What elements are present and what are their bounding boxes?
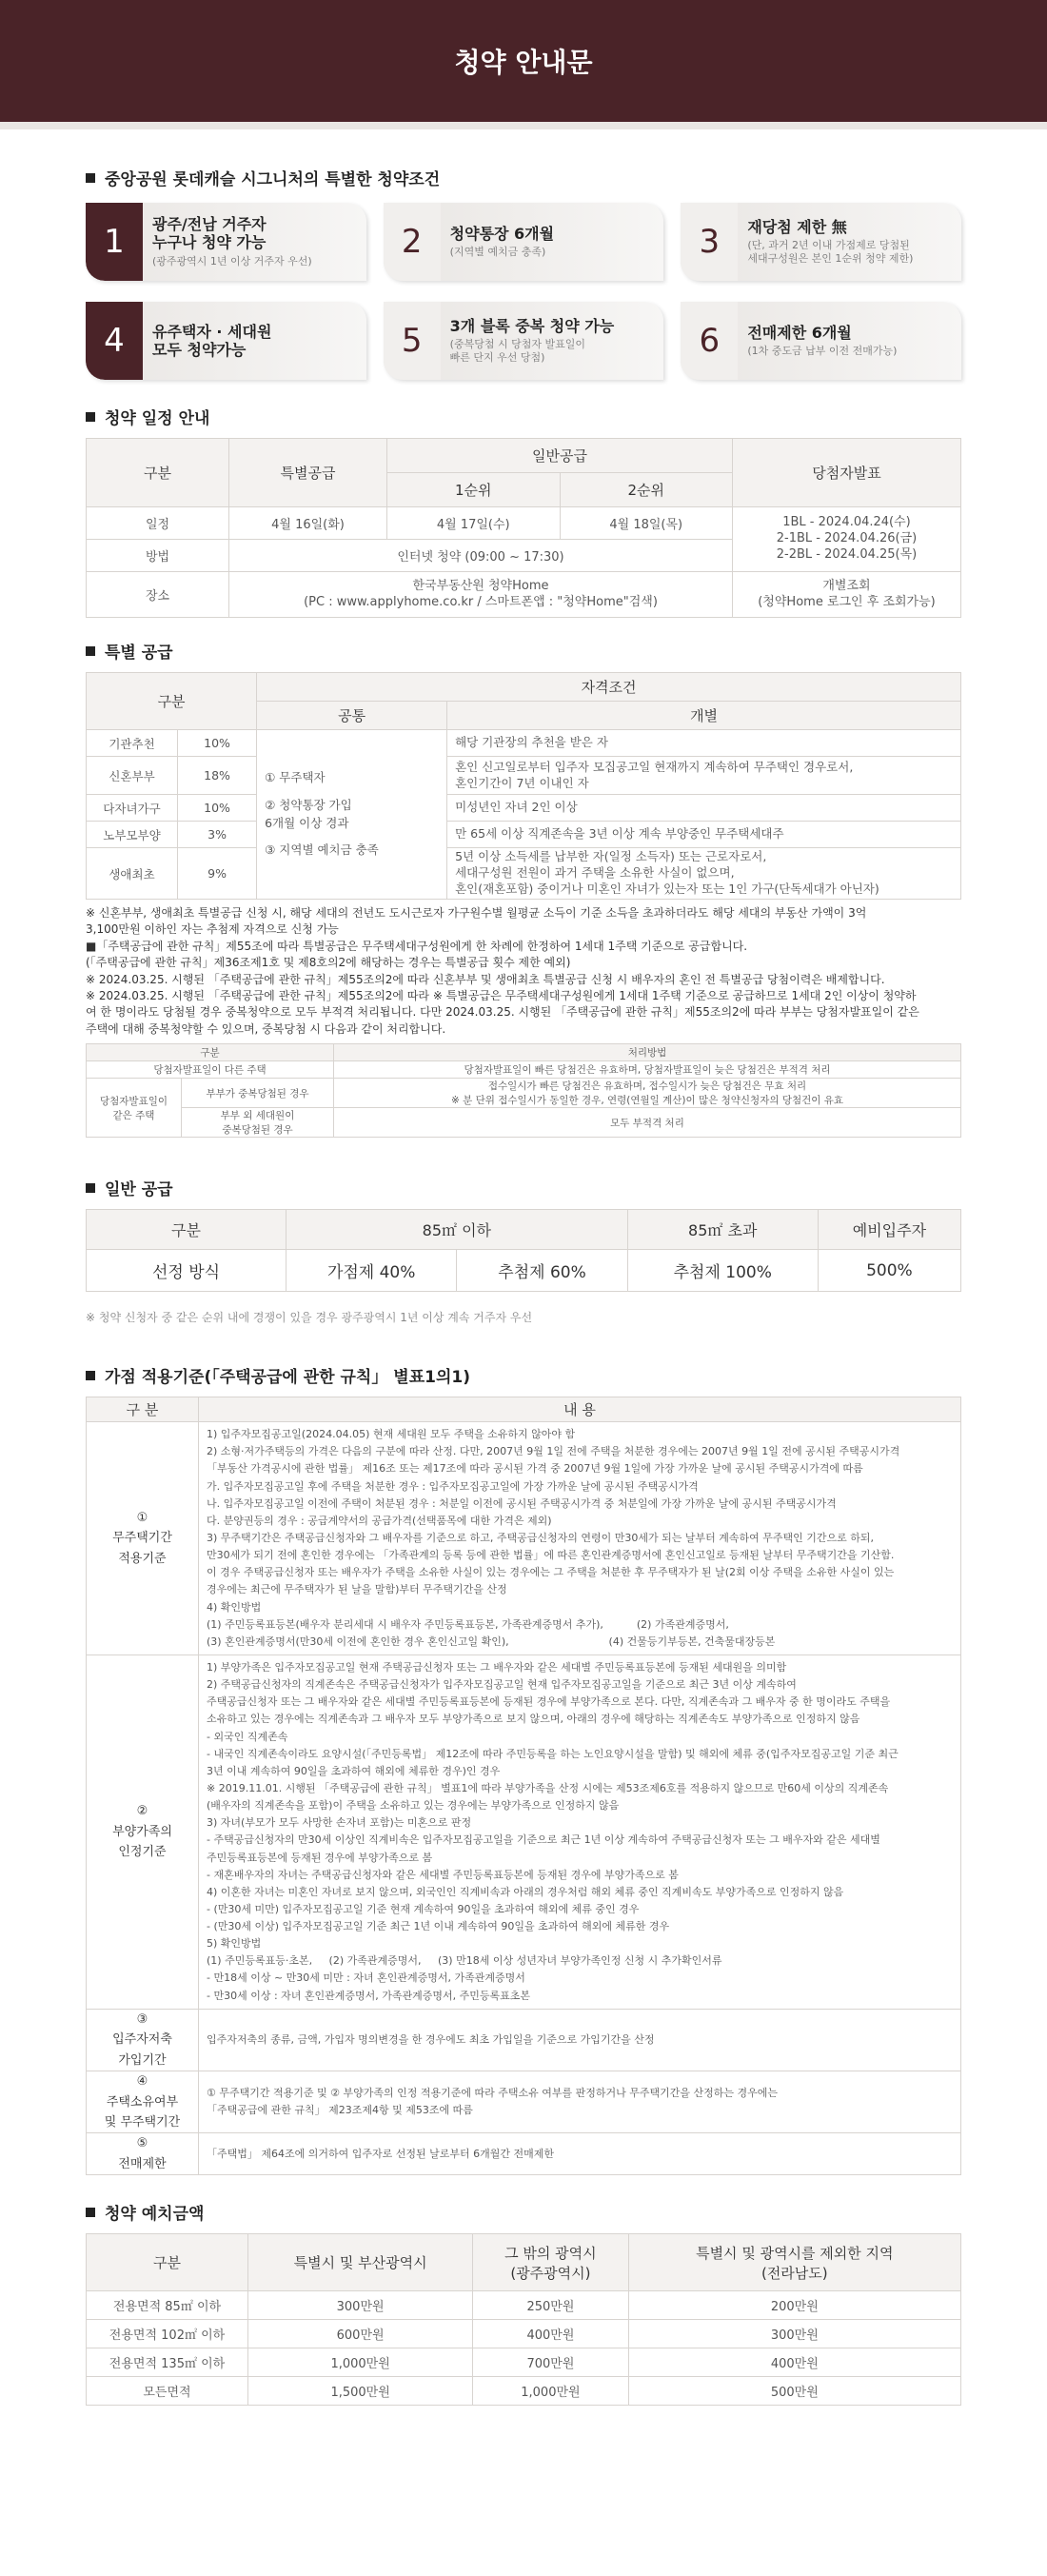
content-line: - (만30세 미만) 입주자모집공고일 기준 현재 계속하여 90일을 초과하여 해외에 체류 중인 경우 — [207, 1902, 640, 1915]
section-title-conditions: 중앙공원 롯데캐슬 시그니처의 특별한 청약조건 — [86, 166, 961, 189]
content-line: 4) 확인방법 — [207, 1600, 262, 1614]
content-line: 이 경우 주택공급신청자 또는 배우자가 주택을 소유한 사실이 있는 경우에는 그 주택을 처분한 후 무주택자가 된 날(2회 이상 주택을 소유한 사실이 있는 — [207, 1566, 895, 1579]
header-cell: 구분 — [87, 1044, 334, 1061]
card-title: 3개 블록 중복 청약 가능 — [449, 316, 615, 335]
header-cell: 당첨자발표 — [733, 439, 961, 507]
general-supply-table — [86, 1209, 961, 1292]
condition-card — [681, 302, 961, 380]
content-line: ※ 2019.11.01. 시행된 「주택공급에 관한 규칙」 별표1에 따라 부양가족을 산정 시에는 제53조제6호를 적용하지 않으므로 만60세 이상의 직계존속 — [207, 1781, 889, 1794]
card-text — [143, 302, 281, 380]
condition-card — [384, 302, 664, 380]
cell: 방법 — [87, 540, 229, 572]
section-title-general: 일반 공급 — [86, 1176, 961, 1199]
winner-dates — [733, 507, 961, 572]
cell: 기관추천 — [87, 730, 178, 757]
section-title-points: 가점 적용기준(「주택공급에 관한 규칙」 별표1의1) — [86, 1363, 961, 1387]
row-key: ③ 입주자저축 가입기간 — [87, 2009, 199, 2071]
content-line: 3년 이내 계속하여 90일을 초과하여 해외에 체류한 경우)인 경우 — [207, 1764, 501, 1777]
header-cell: 내 용 — [199, 1397, 961, 1422]
header-cell: 구분 — [87, 1210, 286, 1250]
row-content — [199, 1655, 961, 2009]
header-cell: 구 분 — [87, 1397, 199, 1422]
cell: 전용면적 102㎡ 이하 — [87, 2320, 248, 2348]
content-line: - 외국인 직계존속 — [207, 1730, 288, 1743]
header-cell: 자격조건 — [257, 673, 961, 702]
content-line: 2) 주택공급신청자의 직계존속은 주택공급신청자가 입주자모집공고일 현재 입주자모집공고일을 기준으로 최근 3년 이상 계속하여 — [207, 1678, 797, 1692]
cell: 만 65세 이상 직계존속을 3년 이상 계속 부양중인 무주택세대주 — [447, 822, 961, 848]
row-key: ⑤ 전매제한 — [87, 2133, 199, 2175]
condition-card — [86, 302, 366, 380]
cell: 400만원 — [628, 2348, 960, 2377]
row-key: ④ 주택소유여부 및 무주택기간 — [87, 2071, 199, 2133]
cell: 200만원 — [628, 2291, 960, 2320]
cell: 신혼부부 — [87, 757, 178, 795]
table-row — [87, 2071, 961, 2133]
cell: 10% — [178, 795, 257, 822]
common-cell — [257, 730, 447, 900]
cell: 9% — [178, 848, 257, 900]
cell: 5년 이상 소득세를 납부한 자(일정 소득자) 또는 근로자로서, 세대구성원 전원이 과거 주택을 소유한 사실이 없으며, 혼인(재혼포함) 중이거나 미혼인 자녀가 있는자 또는 1인 가구(단독세대가 아닌자) — [447, 848, 961, 900]
schedule-table — [86, 438, 961, 618]
cell: 1,000만원 — [248, 2348, 473, 2377]
section-title-special: 특별 공급 — [86, 639, 961, 663]
cell: 추첨제 60% — [457, 1250, 627, 1292]
header-cell: 개별 — [447, 702, 961, 730]
header-cell: 일반공급 — [387, 439, 733, 473]
content-line: 3) 무주택기간은 주택공급신청자와 그 배우자를 기준으로 하고, 주택공급신청자의 연령이 만30세가 되는 날부터 계속하여 무주택인 기간으로 하되, — [207, 1531, 875, 1544]
card-text — [441, 203, 563, 281]
condition-card — [384, 203, 664, 281]
cell: 전용면적 85㎡ 이하 — [87, 2291, 248, 2320]
header-cell: 처리방법 — [334, 1044, 961, 1061]
content-line: 1) 부양가족은 입주자모집공고일 현재 주택공급신청자 또는 그 배우자와 같은 세대별 주민등록표등본에 등재된 세대원을 의미함 — [207, 1660, 787, 1674]
card-text — [143, 203, 322, 281]
note-line: 여 한 명이라도 당첨될 경우 중복청약으로 모두 부적격 처리됩니다. 다만 2024.03.25. 시행된 「주택공급에 관한 규칙」제55조의2에 따라 부부는 당첨자발표일이 같은 — [86, 1005, 919, 1020]
card-number: 5 — [384, 302, 441, 380]
content-line: 소유하고 있는 경우에는 직계존속과 그 배우자 모두 부양가족으로 보지 않으며, 아래의 경우에 해당하는 직계존속도 부양가족으로 인정하지 않음 — [207, 1713, 860, 1726]
note-line: ※ 신혼부부, 생애최초 특별공급 신청 시, 해당 세대의 전년도 도시근로자 가구원수별 월평균 소득이 기준 소득을 초과하더라도 해당 세대의 부동산 가액이 3억 — [86, 906, 867, 920]
cell: 접수일시가 빠른 당첨건은 유효하며, 접수일시가 늦은 당첨건은 무효 처리 ※ 분 단위 접수일시가 동일한 경우, 연령(연월일 계산)이 많은 청약신청자의 당첨건이 유효 — [334, 1079, 961, 1108]
content-line: 가. 입주자모집공고일 후에 주택을 처분한 경우 : 입주자모집공고일에 가장 가까운 날에 공시된 주택공시가격 — [207, 1479, 699, 1493]
cell: 4월 18일(목) — [560, 507, 733, 540]
content-line: - (만30세 이상) 입주자모집공고일 기준 최근 1년 이내 계속하여 90일을 초과하여 해외에 체류한 경우 — [207, 1920, 670, 1933]
cell-line: 2-1BL - 2024.04.26(금) — [776, 531, 918, 546]
table-row — [87, 822, 961, 848]
header-cell: 특별시 및 광역시를 제외한 지역 (전라남도) — [628, 2234, 960, 2291]
content-line: 주택공급신청자 또는 그 배우자와 같은 세대별 주민등록표등본에 등재된 경우에 부양가족으로 본다. 다만, 직계존속과 그 배우자 중 한 명이라도 주택을 — [207, 1695, 891, 1709]
cell-line: 개별조회 — [822, 578, 871, 593]
cell: 3% — [178, 822, 257, 848]
row-content — [199, 2009, 961, 2071]
content-line: 다. 분양권등의 경우 : 공급계약서의 공급가격(선택품목에 대한 가격은 제외) — [207, 1514, 552, 1527]
card-number: 3 — [681, 203, 738, 281]
section-title-schedule: 청약 일정 안내 — [86, 405, 961, 428]
content-line: 「부동산 가격공시에 관한 법률」 제16조 또는 제17조에 따라 공시된 가격 중 2007년 9월 1일에 가장 가까운 날에 공시된 주택공시가격에 따름 — [207, 1462, 863, 1476]
cell: 300만원 — [628, 2320, 960, 2348]
cell-line: ② 청약통장 가입 6개월 이상 경과 — [265, 797, 352, 830]
content-line: 3) 자녀(부모가 모두 사망한 손자녀 포함)는 미혼으로 판정 — [207, 1816, 472, 1830]
header-cell: 공통 — [257, 702, 447, 730]
card-number: 1 — [86, 203, 143, 281]
content-line: - 내국인 직계존속이라도 요양시설(「주민등록법」 제12조에 따라 주민등록을 하는 노인요양시설을 말함) 및 해외에 체류 중(입주자모집공고일 기준 최근 — [207, 1747, 899, 1760]
winner-lookup — [733, 572, 961, 618]
card-subtitle: (1차 중도금 납부 이전 전매가능) — [747, 344, 898, 357]
cell: 부부가 중복당첨된 경우 — [182, 1079, 334, 1108]
card-title: 청약통장 6개월 — [449, 224, 555, 243]
cell: 500만원 — [628, 2377, 960, 2406]
table-row — [87, 2234, 961, 2291]
cell: 가점제 40% — [286, 1250, 457, 1292]
card-number: 4 — [86, 302, 143, 380]
cell: 추첨제 100% — [627, 1250, 818, 1292]
cell: 생애최초 — [87, 848, 178, 900]
cell: 당첨자발표일이 빠른 당첨건은 유효하며, 당첨자발표일이 늦은 당첨건은 부적격 처리 — [334, 1061, 961, 1079]
note-line: 주택에 대해 중복청약할 수 있으며, 중복당첨 시 다음과 같이 처리합니다. — [86, 1021, 446, 1036]
page-title: 청약 안내문 — [454, 47, 593, 78]
content-line: 「주택공급에 관한 규칙」 제23조제4항 및 제53조에 따름 — [207, 2104, 473, 2117]
content-line: - 주택공급신청자의 만30세 이상인 직계비속은 입주자모집공고일을 기준으로 최근 1년 이상 계속하여 주택공급신청자 또는 그 배우자와 같은 세대별 — [207, 1833, 880, 1847]
content-line: ① 무주택기간 적용기준 및 ② 부양가족의 인정 적용기준에 따라 주택소유 여부를 판정하거나 무주택기간을 산정하는 경우에는 — [207, 2087, 778, 2100]
content-line: 4) 이혼한 자녀는 미혼인 자녀로 보지 않으며, 외국인인 직계비속과 아래의 경우처럼 해외 체류 중인 직계비속도 부양가족으로 인정하지 않음 — [207, 1885, 844, 1898]
condition-card — [681, 203, 961, 281]
cell: 모든면적 — [87, 2377, 248, 2406]
cell: 인터넷 청약 (09:00 ~ 17:30) — [229, 540, 733, 572]
card-title: 전매제한 6개월 — [747, 323, 852, 342]
cell: 장소 — [87, 572, 229, 618]
points-table — [86, 1397, 961, 2175]
cell: 1,500만원 — [248, 2377, 473, 2406]
content-line: - 만18세 이상 ~ 만30세 미만 : 자녀 혼인관계증명서, 가족관계증명서 — [207, 1972, 525, 1985]
row-content — [199, 2071, 961, 2133]
card-text — [441, 302, 624, 380]
condition-card — [86, 203, 366, 281]
table-row — [87, 2348, 961, 2377]
section-title-deposit: 청약 예치금액 — [86, 2200, 961, 2224]
cell: 1,000만원 — [473, 2377, 628, 2406]
card-title: 재당첨 제한 無 — [747, 217, 847, 236]
cell-line: ③ 지역별 예치금 충족 — [265, 842, 379, 858]
content-line: 입주자저축의 종류, 금액, 가입자 명의변경을 한 경우에도 최초 가입일을 기준으로 가입기간을 산정 — [207, 2032, 655, 2046]
header-cell: 85㎡ 초과 — [627, 1210, 818, 1250]
cell: 다자녀가구 — [87, 795, 178, 822]
header-cell: 85㎡ 이하 — [286, 1210, 628, 1250]
cell: 당첨자발표일이 같은 주택 — [87, 1079, 182, 1138]
cell: 모두 부적격 처리 — [334, 1108, 961, 1138]
note-line: (「주택공급에 관한 규칙」제36조제1호 및 제8호의2에 해당하는 경우는 특별공급 횟수 제한 예외) — [86, 956, 571, 970]
cell: 250만원 — [473, 2291, 628, 2320]
cell: 전용면적 135㎡ 이하 — [87, 2348, 248, 2377]
header-cell: 구분 — [87, 439, 229, 507]
card-title: 광주/전남 거주자 누구나 청약 가능 — [152, 215, 267, 252]
row-content — [199, 2133, 961, 2175]
cell: 400만원 — [473, 2320, 628, 2348]
cell-line: (청약Home 로그인 후 조회가능) — [758, 594, 936, 609]
header-cell: 구분 — [87, 2234, 248, 2291]
duplicate-table — [86, 1043, 961, 1138]
header-cell: 1순위 — [387, 473, 561, 507]
content-line: 만30세가 되기 전에 혼인한 경우에는 「가족관계의 등록 등에 관한 법률」에 따른 혼인관계증명서에 혼인신고일로 등재된 날부터 무주택기간을 기산함. — [207, 1549, 895, 1562]
card-text — [738, 302, 906, 380]
content-line: 주민등록표등본에 등재된 경우에 부양가족으로 봄 — [207, 1851, 433, 1864]
cell: 당첨자발표일이 다른 주택 — [87, 1061, 334, 1079]
cell-line: 2-2BL - 2024.04.25(목) — [776, 546, 918, 562]
header-cell: 예비입주자 — [818, 1210, 960, 1250]
table-row — [87, 730, 961, 757]
content-line: 「주택법」 제64조에 의거하여 입주자로 선정된 날로부터 6개월간 전매제한 — [207, 2147, 554, 2160]
table-row — [87, 2377, 961, 2406]
table-row — [87, 795, 961, 822]
card-number: 6 — [681, 302, 738, 380]
cell: 해당 기관장의 추천을 받은 자 — [447, 730, 961, 757]
row-key: ② 부양가족의 인정기준 — [87, 1655, 199, 2009]
table-row — [87, 757, 961, 795]
row-key: ① 무주택기간 적용기준 — [87, 1422, 199, 1655]
note-line: ※ 2024.03.25. 시행된 「주택공급에 관한 규칙」제55조의2에 따라 ※ 특별공급은 무주택세대구성원에게 1세대 1주택 기준으로 공급하므로 1세대 2인 이상이 청약하 — [86, 988, 917, 1002]
content-line: 나. 입주자모집공고일 이전에 주택이 처분된 경우 : 처분일 이전에 공시된 주택공시가격 중 처분일에 가장 가까운 날에 공시된 주택공시가격 — [207, 1496, 837, 1510]
cell: 부부 외 세대원이 중복당첨된 경우 — [182, 1108, 334, 1138]
cell: 600만원 — [248, 2320, 473, 2348]
table-row — [87, 1422, 961, 1655]
card-subtitle: (중복당첨 시 당첨자 발표일이 빠른 단지 우선 당첨) — [449, 337, 585, 365]
table-row — [87, 1655, 961, 2009]
table-row — [87, 2133, 961, 2175]
card-subtitle: (지역별 예치금 충족) — [449, 245, 546, 258]
note-line: ※ 2024.03.25. 시행된 「주택공급에 관한 규칙」제55조의2에 따라 신혼부부 및 생애최초 특별공급 신청 시 배우자의 혼인 전 특별공급 당첨이력은 배제합니다. — [86, 972, 885, 986]
general-footnote: ※ 청약 신청자 중 같은 순위 내에 경쟁이 있을 경우 광주광역시 1년 이상 계속 거주자 우선 — [86, 1311, 533, 1325]
cell-line: ① 무주택자 — [265, 770, 326, 784]
content-line: 경우에는 최근에 무주택자가 된 날을 말함)부터 무주택기간을 산정 — [207, 1583, 507, 1596]
card-title: 유주택자 · 세대원 모두 청약가능 — [152, 322, 272, 359]
content-line: 1) 입주자모집공고일(2024.04.05) 현재 세대원 모두 주택을 소유하지 않아야 함 — [207, 1428, 576, 1441]
content-line: (배우자의 직계존속을 포함)이 주택을 소유하고 있는 경우에는 부양가족으로 인정하지 않음 — [207, 1799, 620, 1813]
cell-line: 1BL - 2024.04.24(수) — [782, 515, 911, 530]
page-header — [0, 0, 1047, 122]
cell: 선정 방식 — [87, 1250, 286, 1292]
table-row — [87, 2320, 961, 2348]
content-line: 2) 소형·저가주택등의 가격은 다음의 구분에 따라 산정. 다만, 2007년 9월 1일 전에 주택을 처분한 경우에는 2007년 9월 1일 전에 공시된 주택공시가격 — [207, 1445, 900, 1458]
cell: 4월 17일(수) — [387, 507, 561, 540]
header-cell: 2순위 — [560, 473, 733, 507]
cell-line: (PC : www.applyhome.co.kr / 스마트폰앱 : "청약Home"검색) — [304, 594, 658, 609]
header-cell: 특별공급 — [229, 439, 387, 507]
cell: 500% — [818, 1250, 960, 1292]
header-cell: 구분 — [87, 673, 257, 730]
note-line: 3,100만원 이하인 자는 추첨제 자격으로 신청 가능 — [86, 922, 339, 937]
condition-cards — [86, 203, 961, 380]
cell: 18% — [178, 757, 257, 795]
card-number: 2 — [384, 203, 441, 281]
cell-line: 한국부동산원 청약Home — [412, 578, 549, 593]
header-cell: 특별시 및 부산광역시 — [248, 2234, 473, 2291]
content-line: (3) 혼인관계증명서(만30세 이전에 혼인한 경우 혼인신고일 확인), (4) 건물등기부등본, 건축물대장등본 — [207, 1635, 776, 1648]
table-row — [87, 848, 961, 900]
special-supply-table — [86, 672, 961, 900]
card-text — [738, 203, 922, 281]
header-bar — [0, 122, 1047, 129]
content-line: - 만30세 이상 : 자녀 혼인관계증명서, 가족관계증명서, 주민등록표초본 — [207, 1989, 531, 2002]
content-line: (1) 주민등록표등본(배우자 분리세대 시 배우자 주민등록표등본, 가족관계증명서 추가), (2) 가족관계증명서, — [207, 1617, 729, 1631]
cell: 10% — [178, 730, 257, 757]
special-notes — [86, 905, 961, 1038]
card-subtitle: (광주광역시 1년 이상 거주자 우선) — [152, 254, 312, 268]
cell: 700만원 — [473, 2348, 628, 2377]
cell: 4월 16일(화) — [229, 507, 387, 540]
place-cell — [229, 572, 733, 618]
cell: 300만원 — [248, 2291, 473, 2320]
cell: 혼인 신고일로부터 입주자 모집공고일 현재까지 계속하여 무주택인 경우로서, 혼인기간이 7년 이내인 자 — [447, 757, 961, 795]
table-row — [87, 2009, 961, 2071]
note-line: ■「주택공급에 관한 규칙」제55조에 따라 특별공급은 무주택세대구성원에게 한 차례에 한정하여 1세대 1주택 기준으로 공급합니다. — [86, 939, 748, 953]
row-content — [199, 1422, 961, 1655]
cell: 미성년인 자녀 2인 이상 — [447, 795, 961, 822]
cell: 일정 — [87, 507, 229, 540]
content-line: 5) 확인방법 — [207, 1937, 262, 1951]
card-subtitle: (단, 과거 2년 이내 가점제로 당첨된 세대구성원은 본인 1순위 청약 제한) — [747, 238, 914, 266]
content-line: - 재혼배우자의 자녀는 주택공급신청자와 같은 세대별 주민등록표등본에 등재된 경우에 부양가족으로 봄 — [207, 1868, 679, 1881]
table-row — [87, 2291, 961, 2320]
header-cell: 그 밖의 광역시 (광주광역시) — [473, 2234, 628, 2291]
cell: 노부모부양 — [87, 822, 178, 848]
content-line: (1) 주민등록표등·초본, (2) 가족관계증명서, (3) 만18세 이상 성년자녀 부양가족인정 신청 시 추가확인서류 — [207, 1954, 722, 1968]
deposit-table — [86, 2233, 961, 2406]
